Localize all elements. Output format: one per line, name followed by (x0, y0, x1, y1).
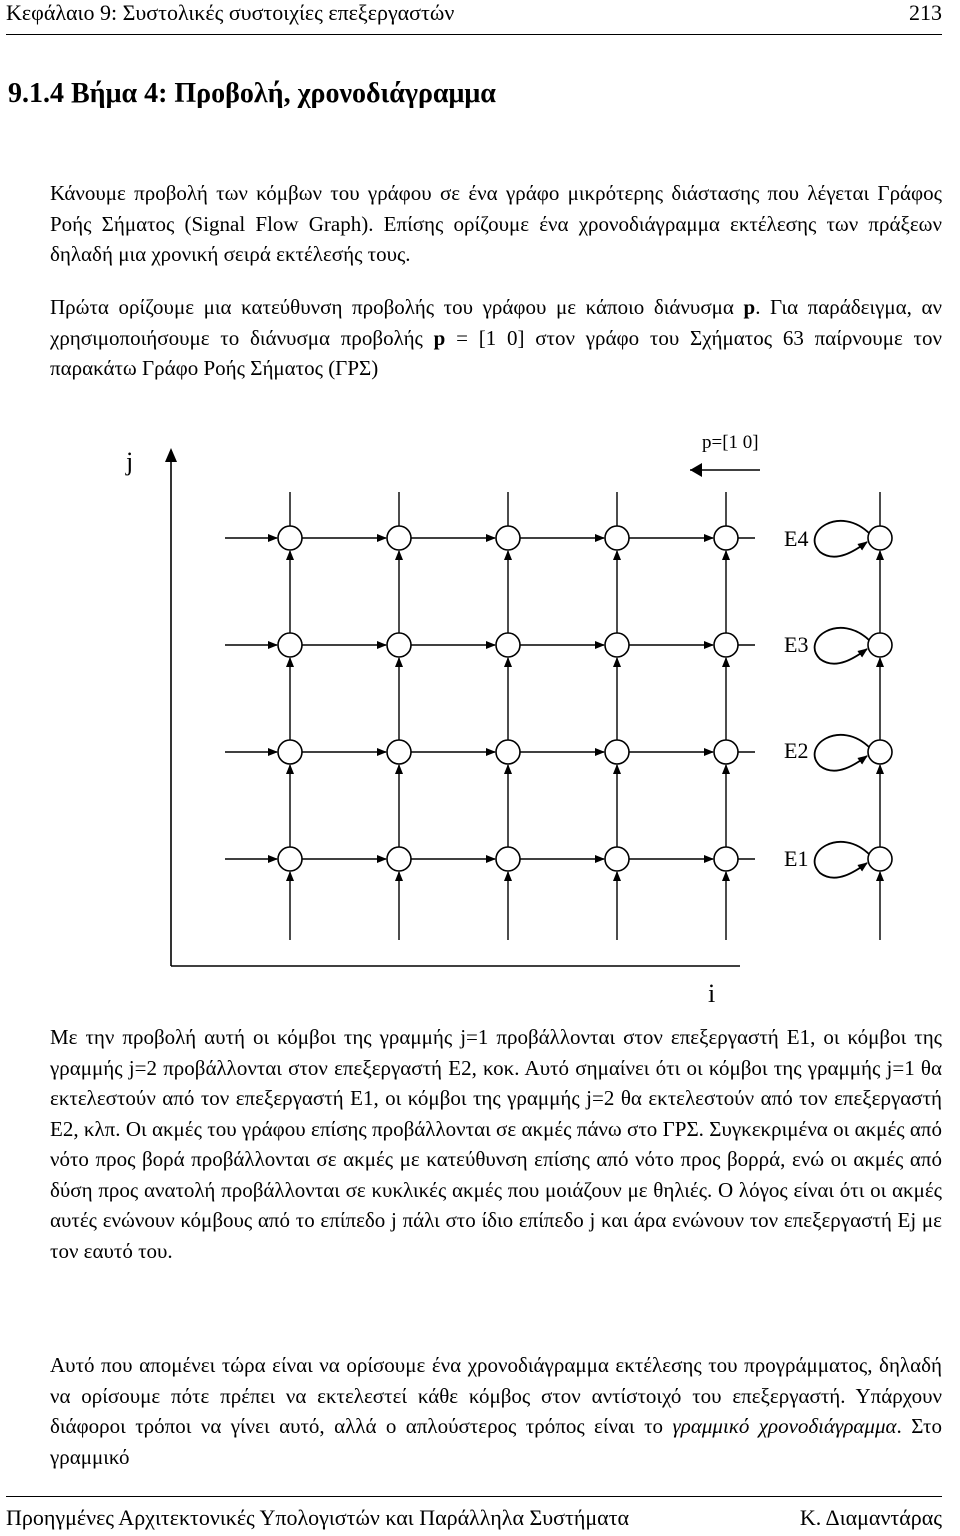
grid-node (278, 847, 302, 871)
processor-label-e2: Ε2 (784, 738, 809, 763)
grid-node (605, 740, 629, 764)
grid-node (387, 740, 411, 764)
projection-vector-label: p=[1 0] (702, 432, 759, 453)
grid-node (387, 847, 411, 871)
schedule-text-a: Αυτό που απομένει τώρα είναι να ορίσουμε ένα χρονοδιάγραμμα εκτέλεσης του προγράμματος, δηλαδή να ορίσουμε πότε πρέπει να εκτελεστεί κάθε κόμβος στον αντίστοιχό του επεξεργαστή. Υπάρχουν διάφοροι τρόποι να γίνει αυτό, αλλά ο απλούστερος τρόπος είναι το (50, 1353, 942, 1438)
running-header (6, 0, 942, 35)
direction-text-b: . Για παράδειγμα, αν χρησιμοποιήσουμε το διάνυσμα προβολής (50, 295, 943, 350)
direction-text-c: = [1 0] στον γράφο του Σχήματος 63 παίρνουμε τον παρακάτω Γράφο Ροής Σήματος (ΓΡΣ) (50, 325, 942, 380)
grid-node (605, 633, 629, 657)
processor-label-e4: Ε4 (784, 526, 809, 551)
self-loop-edge (815, 735, 870, 771)
vector-p-symbol: p (743, 295, 756, 319)
direction-paragraph (50, 292, 942, 384)
grid-node (496, 740, 520, 764)
running-footer (6, 1496, 942, 1535)
grid-node (714, 740, 738, 764)
projection-paragraph: Με την προβολή αυτή οι κόμβοι της γραμμής j=1 προβάλλονται στον επεξεργαστή Ε1, οι κόμβοι της γραμμής j=2 προβάλλονται στον επεξεργαστή Ε2, κοκ. Αυτό σημαίνει ότι οι κόμβοι της γραμμής j=1 θα εκτελεστούν από τον επεξεργαστή Ε1, οι κόμβοι της γραμμής j=2 θα εκτελεστούν από τον επεξεργαστή Ε2, κλπ. Οι ακμές του γράφου επίσης προβάλλονται σε ακμές πάνω στο ΓΡΣ. Συγκεκριμένα οι ακμές από νότο προς βορά προβάλλονται σε ακμές με κατεύθυνση επίσης από νότο προς βορρά, ενώ οι ακμές από δύση προς ανατολή προβάλλονται σε κυκλικές ακμές που μοιάζουν με θηλιές. Ο λόγος είναι ότι οι ακμές αυτές ενώνουν κόμβους από το επίπεδο j πάλι στο ίδιο επίπεδο j και άρα ενώνουν τον επεξεργαστή Εj με τον εαυτό του. (50, 1025, 942, 1263)
direction-text-a: Πρώτα ορίζουμε μια κατεύθυνση προβολής του γράφου με κάποιο διάνυσμα (50, 295, 744, 319)
grid-node (714, 633, 738, 657)
footer-book-title: Προηγμένες Αρχιτεκτονικές Υπολογιστών και Παράλληλα Συστήματα (6, 1505, 630, 1530)
signal-flow-graph-diagram (0, 400, 960, 1020)
chapter-title: Κεφάλαιο 9: Συστολικές συστοιχίες επεξεργαστών (6, 0, 455, 25)
grid-node (278, 526, 302, 550)
processor-node (868, 633, 892, 657)
grid-node (605, 847, 629, 871)
section-heading: 9.1.4 Βήμα 4: Προβολή, χρονοδιάγραμμα (8, 78, 496, 109)
processor-node (868, 847, 892, 871)
grid-node (387, 633, 411, 657)
vector-p-symbol: p (433, 325, 446, 350)
i-axis-label: i (708, 979, 716, 1008)
grid-edges (225, 492, 755, 940)
grid-node (496, 526, 520, 550)
linear-schedule-term: γραμμικό χρονοδιάγραμμα (672, 1414, 897, 1438)
processor-label-e3: Ε3 (784, 632, 809, 657)
self-loop-edge (815, 842, 870, 878)
footer-author: Κ. Διαμαντάρας (799, 1505, 942, 1530)
grid-node (278, 633, 302, 657)
grid-node (714, 847, 738, 871)
grid-node (496, 847, 520, 871)
self-loop-edge (815, 628, 870, 664)
processor-loops (815, 492, 892, 940)
processor-node (868, 740, 892, 764)
j-axis-label: j (126, 447, 134, 476)
processor-node (868, 526, 892, 550)
schedule-paragraph (50, 1350, 942, 1472)
grid-node (714, 526, 738, 550)
page-number: 213 (909, 0, 942, 25)
schedule-text-b: . Στο γραμμικό (50, 1414, 942, 1469)
grid-node (496, 633, 520, 657)
intro-paragraph: Κάνουμε προβολή των κόμβων του γράφου σε ένα γράφο μικρότερης διάστασης που λέγεται Γράφος Ροής Σήματος (Signal Flow Graph). Επίσης ορίζουμε ένα χρονοδιάγραμμα εκτέλεσης των πράξεων δηλαδή μια χρονική σειρά εκτέλεσής τους. (50, 181, 942, 266)
grid-node (387, 526, 411, 550)
grid-node (278, 740, 302, 764)
self-loop-edge (815, 521, 870, 557)
grid-node (605, 526, 629, 550)
processor-label-e1: Ε1 (784, 846, 809, 871)
